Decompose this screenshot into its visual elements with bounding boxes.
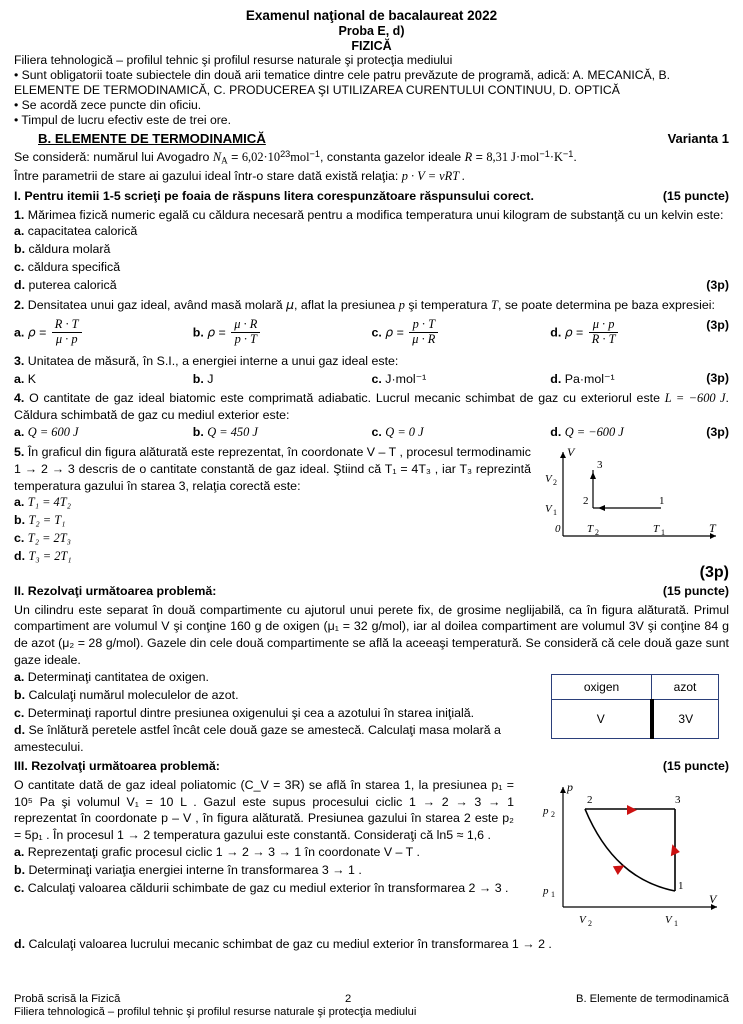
choice-5d-label: d.: [14, 549, 26, 564]
choice-5a[interactable]: [14, 494, 534, 512]
choice-3b-text: J: [207, 372, 214, 387]
question-4-choices: [14, 425, 729, 440]
svg-text:2: 2: [595, 528, 599, 538]
part3-task-b-text: Determinaţi variaţia energiei interne în transformarea 3 → 1 .: [28, 862, 362, 877]
question-5-number: 5.: [14, 445, 25, 460]
svg-text:T: T: [709, 521, 716, 536]
svg-text:p: p: [567, 779, 573, 794]
choice-3d-label: d.: [550, 372, 562, 387]
part3-task-a-text: Reprezentaţi grafic procesul ciclic 1 → 2 → 3 → 1 în coordonate V – T .: [27, 845, 420, 860]
choice-1b[interactable]: [14, 241, 729, 259]
choice-4c[interactable]: [372, 425, 551, 440]
question-3-text: Unitatea de măsură, în S.I., a energiei interne a unui gaz ideal este:: [27, 353, 399, 368]
filiera-line: Filiera tehnologică – profilul tehnic şi profilul resurse naturale şi protecţia mediului: [14, 53, 453, 68]
svg-text:p: p: [543, 804, 549, 817]
section-header: [14, 131, 729, 146]
part3-task-c-text: Calculaţi valoarea căldurii schimbate de gaz cu mediul exterior în transformarea 2 → 3 .: [27, 880, 509, 895]
avogadro-unit-exp: −1: [309, 148, 320, 159]
choice-2c-den: μ · R: [409, 332, 438, 347]
part3-task-a: [14, 844, 514, 861]
part2-task-d-text: Se înlătură peretele astfel încât cele două gaze se amestecă. Calculaţi masa molară a amestecului.: [14, 723, 501, 754]
part3-task-c-label: c.: [14, 880, 25, 895]
choice-1b-text: căldura molară: [28, 242, 111, 257]
svg-text:3: 3: [597, 459, 603, 472]
choice-3b-label: b.: [192, 372, 204, 387]
question-4-text-c: . Căldura schimbată de gaz cu mediul exterior este:: [14, 391, 729, 422]
choice-4c-label: c.: [371, 425, 382, 440]
choice-4b-label: b.: [192, 425, 204, 440]
table-row: [552, 700, 719, 739]
gas-constant-exp2: −1: [562, 148, 574, 159]
figure-cylinder: [551, 674, 719, 739]
svg-text:1: 1: [661, 528, 665, 538]
choice-2b-num: μ · R: [234, 316, 258, 331]
figure-vt: [541, 446, 723, 547]
part2-heading-row: [14, 583, 729, 600]
choice-1a-text: capacitatea calorică: [27, 224, 138, 239]
question-3: [14, 353, 729, 370]
choice-5b[interactable]: [14, 512, 534, 530]
svg-text:2: 2: [551, 809, 555, 819]
avogadro-value: 6,02·10: [241, 149, 281, 164]
variant-label: Varianta 1: [667, 130, 729, 146]
part2-task-b: [14, 687, 534, 704]
choice-1d[interactable]: [14, 277, 729, 295]
question-1-number: 1.: [14, 207, 25, 222]
cell-left-header: oxigen: [552, 675, 652, 700]
question-3-number: 3.: [14, 353, 25, 368]
svg-text:V: V: [567, 446, 575, 460]
question-4-text-a: O cantitate de gaz ideal biatomic este comprimată adiabatic. Lucrul mecanic schimbat de gaz cu exteriorul este: [29, 391, 660, 406]
footer-right: B. Elemente de termodinamică: [576, 993, 729, 1005]
choice-3c-text: J·mol⁻¹: [385, 372, 427, 387]
gas-constant-unit2: ·K: [549, 149, 563, 164]
part3-task-d-text: Calculaţi valoarea lucrului mecanic schimbat de gaz cu mediul exterior în transformarea 1 → 2 .: [28, 936, 552, 951]
choice-4a-label: a.: [14, 425, 25, 440]
question-1: [14, 207, 729, 224]
part2-task-b-label: b.: [14, 687, 26, 702]
choice-2c-label: c.: [371, 325, 382, 340]
svg-text:2: 2: [553, 478, 557, 488]
choice-4a-text: Q = 600 J: [27, 425, 79, 440]
ideal-gas-relation: [14, 168, 729, 185]
svg-text:1: 1: [553, 508, 557, 518]
gas-constant-value: 8,31 J·mol: [486, 149, 540, 164]
choice-5a-label: a.: [14, 495, 25, 510]
svg-text:2: 2: [588, 918, 592, 928]
cell-right-value: 3V: [652, 700, 719, 739]
question-2-text-a: Densitatea unui gaz ideal, având masă molară: [27, 298, 283, 313]
svg-text:3: 3: [675, 793, 681, 806]
svg-text:V: V: [545, 473, 552, 486]
avogadro-exponent: 23: [280, 148, 291, 159]
instruction-2: • Se acordă zece puncte din oficiu.: [14, 98, 202, 113]
avogadro-subscript: A: [221, 155, 228, 166]
choice-5d-text: T₃ = 2T₁: [28, 549, 72, 564]
choice-3c-label: c.: [371, 372, 382, 387]
svg-text:0: 0: [555, 523, 561, 536]
part3-task-c: [14, 880, 514, 897]
relation-formula: p · V = νRT .: [401, 169, 466, 184]
choice-3c[interactable]: [372, 371, 551, 386]
choice-1d-text: puterea calorică: [28, 278, 117, 293]
question-2-choices: [14, 318, 729, 347]
choice-1a[interactable]: [14, 223, 729, 241]
part1-points: (15 puncte): [662, 189, 729, 204]
question-4-number: 4.: [14, 391, 25, 406]
part3-points: (15 puncte): [662, 759, 729, 774]
question-1-text: Mărimea fizică numeric egală cu căldura necesară pentru a modifica temperatura unui kilogram de substanţă cu un kelvin este:: [27, 207, 724, 222]
choice-3d-text: Pa·mol⁻¹: [564, 372, 615, 387]
part2-text: Un cilindru este separat în două compartimente cu ajutorul unui perete fix, de grosime neglijabilă, ca în figura alăturată. Primul compartiment are volumul V şi conţine 160 g de oxigen (μ₁ = 32 g/mol), iar al doilea compartiment are volumul 3V şi conţine 84 g de azot (μ₂ = 28 g/mol). Gazele din cele două compartimente se află la aceeaşi temperatură. Se consideră că cele două gaze sunt gaze ideale.: [14, 602, 729, 667]
choice-5b-label: b.: [14, 513, 26, 528]
svg-text:2: 2: [583, 495, 589, 508]
part2-task-c-text: Determinaţi raportul dintre presiunea oxigenului şi cea a azotului în starea iniţială.: [27, 705, 475, 720]
choice-4c-text: Q = 0 J: [385, 425, 424, 440]
part1-heading: I. Pentru itemii 1-5 scrieţi pe foaia de răspuns litera corespunzătoare răspunsului corect.: [14, 189, 534, 204]
choice-5c-label: c.: [14, 531, 25, 546]
question-3-choices: [14, 371, 729, 386]
svg-text:T: T: [653, 523, 660, 536]
cell-left-value: V: [552, 700, 652, 739]
constants-mid: , constanta gazelor ideale: [319, 149, 462, 164]
question-2-text-c: şi temperatura: [408, 298, 488, 313]
question-3-points: (3p): [706, 371, 729, 386]
instruction-3: • Timpul de lucru efectiv este de trei ore.: [14, 112, 231, 127]
choice-5c[interactable]: [14, 530, 534, 548]
figure-pv: [535, 779, 725, 934]
question-2-text-d: , se poate determina pe baza expresiei:: [497, 298, 715, 313]
choice-1a-label: a.: [14, 224, 25, 239]
choice-1d-label: d.: [14, 278, 26, 293]
part3-text: O cantitate dată de gaz ideal poliatomic (C_V = 3R) se află în starea 1, la presiunea p₁ = 10⁵ Pa şi volumul V₁ = 10 L . Gazul este supus procesului ciclic 1 → 2 → 3 → 1 reprezentat în coordonate p – V , în figura alăturată. Presiunea gazului în starea 2 este p₂ = 5p₁ . În procesul 1 → 2 temperatura gazului este constantă. Consideraţi că ln5 ≈ 1,6 .: [14, 777, 514, 842]
choice-4b[interactable]: [193, 425, 372, 440]
svg-text:1: 1: [659, 495, 665, 508]
svg-text:1: 1: [678, 879, 684, 892]
part2-task-a-text: Determinaţi cantitatea de oxigen.: [27, 670, 209, 685]
part3-task-d-label: d.: [14, 936, 26, 951]
choice-2b-den: p · T: [231, 332, 260, 347]
footer-line2: Filiera tehnologică – profilul tehnic şi profilul resurse naturale şi protecţia mediului: [14, 1006, 417, 1018]
svg-text:V: V: [545, 503, 552, 516]
choice-5c-text: T₂ = 2T₃: [27, 531, 71, 546]
cell-right-header: azot: [652, 675, 719, 700]
part1-heading-row: [14, 188, 729, 205]
choice-2d-den: R · T: [589, 332, 619, 347]
choice-2d[interactable]: (3p) d. ρ = $\frac{\mu \cdot p}{R \cdot T}$: [550, 316, 729, 346]
choice-2a-num: R · T: [54, 316, 79, 331]
page-footer: [14, 993, 729, 1018]
choice-3b[interactable]: [193, 372, 372, 386]
choice-3a-text: K: [27, 372, 37, 387]
choice-4d[interactable]: [550, 425, 729, 440]
choice-2a-label: a.: [14, 325, 25, 340]
avogadro-symbol: N: [212, 149, 222, 164]
exam-title-line2: Proba E, d): [338, 23, 405, 38]
choice-4a[interactable]: [14, 425, 193, 440]
choice-2b[interactable]: b. ρ = $\frac{\mu \cdot R}{p \cdot T}$: [193, 318, 372, 347]
question-4: [14, 390, 729, 423]
question-5-points: (3p): [699, 564, 729, 582]
table-row: [552, 675, 719, 700]
question-5-choices: [14, 494, 534, 566]
gas-constant-exp1: −1: [539, 148, 550, 159]
instruction-1: • Sunt obligatorii toate subiectele din două arii tematice dintre cele patru prevăzute de programă, adică: A. MECANICĂ, B. ELEMENTE DE TERMODINAMICĂ, C. PRODUCEREA ŞI UTILIZAREA CURENTULUI CONTINUU, D. OPTICĂ: [14, 68, 670, 98]
svg-text:1: 1: [674, 918, 678, 928]
gas-constant-symbol: R: [464, 149, 473, 164]
choice-2b-label: b.: [192, 325, 204, 340]
footer-page-number: 2: [345, 993, 352, 1005]
svg-text:V: V: [665, 913, 672, 926]
question-2-points: (3p): [706, 317, 729, 332]
avogadro-unit: mol: [290, 149, 310, 164]
choice-2d-num: μ · p: [592, 316, 615, 331]
question-2: 2. Densitatea unui gaz ideal, având masă molară μ, aflat la presiunea p şi temperatura T, se poate determina pe baza expresiei:: [14, 297, 715, 313]
choice-2c-num: p · T: [412, 316, 436, 331]
part2-task-b-text: Calculaţi numărul moleculelor de azot.: [28, 687, 239, 702]
svg-text:p: p: [543, 884, 549, 897]
choice-4d-label: d.: [550, 425, 562, 440]
question-5-block: [14, 444, 729, 582]
part2-heading: II. Rezolvaţi următoarea problemă:: [14, 584, 217, 599]
choice-2c[interactable]: c. ρ = $\frac{p \cdot T}{\mu \cdot R}$: [372, 318, 551, 347]
footer-left: Probă scrisă la Fizică: [14, 993, 121, 1005]
svg-text:V: V: [579, 913, 586, 926]
constants-prefix: Se consideră: numărul lui Avogadro: [14, 149, 210, 164]
svg-text:1: 1: [551, 889, 555, 899]
part2-task-c: [14, 705, 534, 722]
question-1-choices: [14, 223, 729, 295]
choice-2a-den: μ · p: [52, 332, 82, 347]
section-title: B. ELEMENTE DE TERMODINAMICĂ: [38, 130, 266, 146]
svg-text:T: T: [587, 523, 594, 536]
part2-task-a: [14, 669, 534, 686]
question-2-number: 2.: [14, 298, 25, 313]
question-1-points: (3p): [706, 278, 729, 293]
choice-3a[interactable]: [14, 372, 193, 386]
exam-subject: FIZICĂ: [351, 38, 392, 53]
cylinder-table: [551, 674, 719, 739]
part3-heading-row: [14, 758, 729, 775]
svg-text:V: V: [709, 891, 717, 906]
part3-heading: III. Rezolvaţi următoarea problemă:: [14, 759, 220, 774]
choice-1c-text: căldura specifică: [27, 260, 121, 275]
part2-points: (15 puncte): [662, 584, 729, 599]
part3-tasks: [14, 844, 514, 896]
choice-4b-text: Q = 450 J: [207, 425, 258, 440]
question-5-text: În graficul din figura alăturată este reprezentat, în coordonate V – T , procesul termodinamic 1 → 2 → 3 descris de o cantitate constantă de gaz ideal. Ştiind că T₁ = 4T₃ , iar T₃ reprezintă temperatura gazului în starea 3, relaţia corectă este:: [14, 445, 531, 493]
choice-5a-text: T₁ = 4T₂: [27, 495, 71, 510]
part2-tasks: [14, 669, 534, 755]
choice-2d-label: d.: [550, 325, 562, 340]
choice-1c-label: c.: [14, 260, 25, 275]
part3-task-b: [14, 862, 514, 879]
choice-4d-text: Q = −600 J: [564, 425, 624, 440]
part2-task-d: [14, 722, 534, 755]
part2-task-d-label: d.: [14, 723, 26, 738]
choice-2a[interactable]: a. ρ = $\frac{R \cdot T}{\mu \cdot p}$: [14, 318, 193, 347]
constants-line: Se consideră: numărul lui Avogadro $N_A = 6,02\cdot 10^{23}mol^{-1}$, constanta gazelor ideale R = 8,31 $J\cdot mol^{-1}\cdot K^{-1}$.: [14, 148, 577, 166]
relation-text: Între parametrii de stare ai gazului ideal într-o stare dată există relaţia:: [14, 169, 399, 184]
choice-5b-text: T₂ = T₁: [28, 513, 66, 528]
choice-1c[interactable]: [14, 259, 729, 277]
svg-text:2: 2: [587, 793, 593, 806]
question-2-text-b: , aflat la presiunea: [294, 298, 396, 313]
part3-task-b-label: b.: [14, 862, 26, 877]
question-4-value: L = −600 J: [664, 391, 726, 406]
part3-task-d: [14, 936, 729, 953]
part2-task-a-label: a.: [14, 670, 25, 685]
choice-3a-label: a.: [14, 372, 25, 387]
choice-3d[interactable]: [550, 371, 729, 386]
part3-task-a-label: a.: [14, 845, 25, 860]
question-4-points: (3p): [706, 425, 729, 440]
exam-title-line1: Examenul naţional de bacalaureat 2022: [245, 8, 498, 23]
choice-1b-label: b.: [14, 242, 26, 257]
part2-task-c-label: c.: [14, 705, 25, 720]
